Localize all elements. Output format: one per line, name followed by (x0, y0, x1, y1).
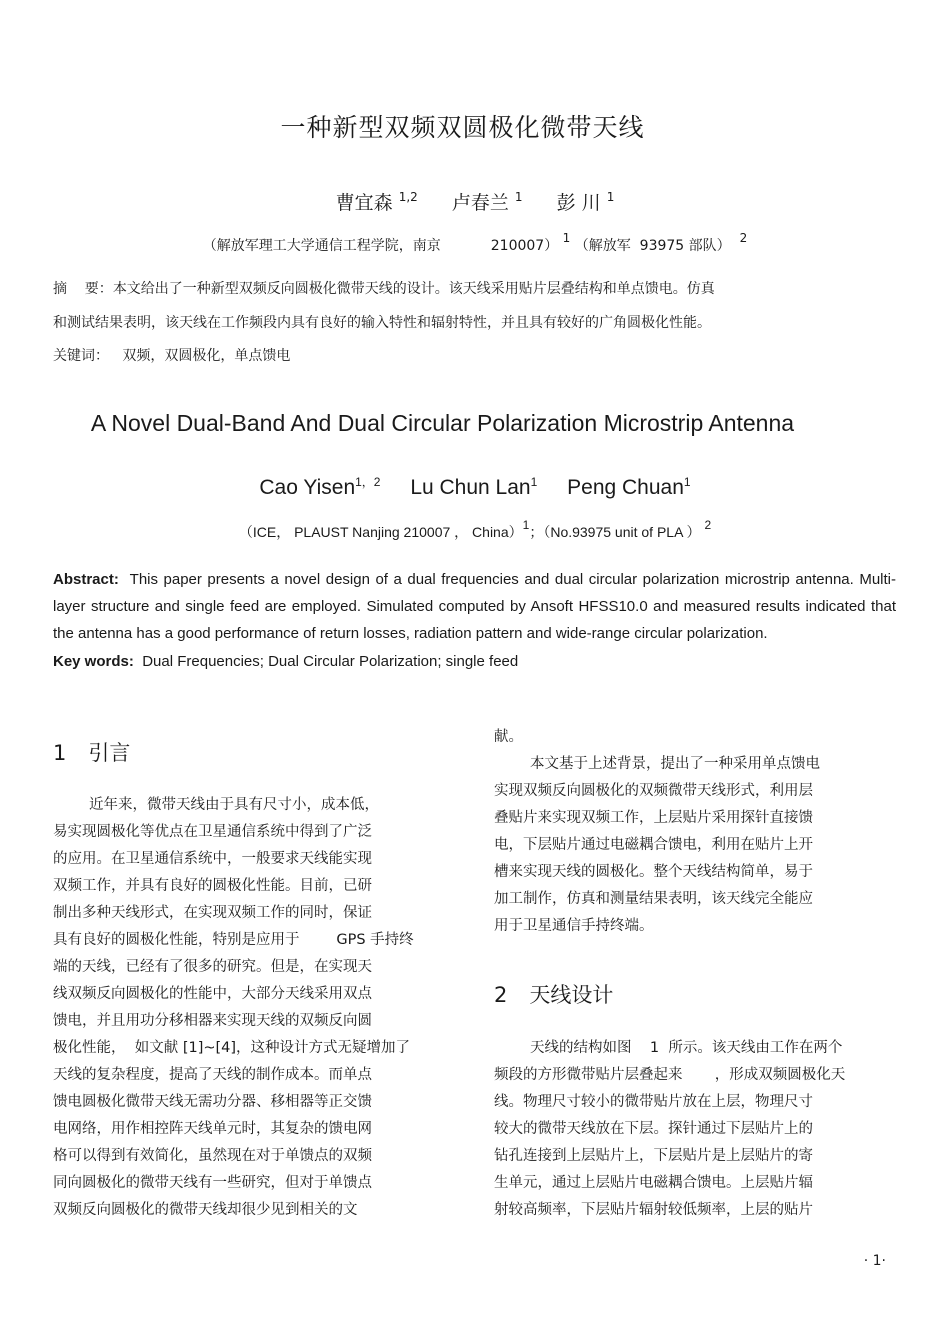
author-list-cn (0, 188, 950, 215)
paper-title-en: A Novel Dual-Band And Dual Circular Polarization Microstrip Antenna (90, 410, 795, 436)
abstract-label-en: Abstract: (53, 571, 119, 588)
page-number: · 1· (863, 1253, 886, 1269)
author-cn-2: 卢春兰 $^1$ (451, 190, 523, 214)
section-2-body: 天线的结构如图 1 所示。该天线由工作在两个 频段的方形微带贴片层叠起来 ，形成双频圆极化天 线。物理尺寸较小的微带贴片放在上层，物理尺寸 较大的微带天线放在下层。探针通过下层贴片上的 钻孔连接到上层贴片上，下层贴片是上层贴片的寄 生单元，通过上层贴片电磁耦合馈电。上层贴片辐 射较高频率，下层贴片辐射较低频率，上层的贴片 (494, 1040, 846, 1218)
section-heading-2: 2 天线设计 (494, 983, 614, 1007)
abstract-label-cn: 摘 要： (53, 281, 113, 297)
section-heading-1: 1 引言 (53, 741, 131, 765)
abstract-cn: 摘 要：本文给出了一种新型双频反向圆极化微带天线的设计。该天线采用贴片层叠结构和单点馈电。仿真 和测试结果表明，该天线在工作频段内具有良好的输入特性和辐射特性，并且具有较好的广角圆极化性能。 (53, 281, 715, 331)
section-1-body: 近年来，微带天线由于具有尺寸小，成本低， 易实现圆极化等优点在卫星通信系统中得到了广泛 的应用。在卫星通信系统中，一般要求天线能实现 双频工作，并具有良好的圆极化性能。目前，已研 制出多种天线形式，在实现双频工作的同时，保证 具有良好的圆极化性能，特别是应用于 GPS 手持终 端的天线，已经有了很多的研究。但是，在实现天 线双频反向圆极化的性能中，大部分天线采用双点 馈电，并且用功分移相器来实现天线的双频反向圆 极化性能， 如文献 [1]~[4]，这种设计方式无疑增加了 天线的复杂程度，提高了天线的制作成本。而单点 馈电圆极化微带天线无需功分器、移相器等正交馈 电网络，用作相控阵天线单元时，其复杂的馈电网 格可以得到有效简化，虽然现在对于单馈点的双频 同向圆极化的微带天线有一些研究，但对于单馈点 双频反向圆极化的微带天线却很少见到相关的文 (53, 797, 414, 1218)
abstract-en: Abstract: This paper presents a novel design of a dual frequencies and dual circular polarization microstrip antenna. Multi-layer structure and single feed are employed. Simulated computed by Ansoft HFSS10.0 and measured results indicated that the antenna has a good performance of return losses, radiation pattern and wide-range circular polarization. Key words: Dual Frequencies; Dual Circular Polarization; single feed (53, 571, 896, 670)
keywords-label-en: Key words: (53, 653, 134, 670)
paper-title-cn: 一种新型双频双圆极化微带天线 (280, 113, 645, 142)
author-cn-3: 彭 川 $^1$ (556, 190, 615, 214)
author-list-en (0, 476, 950, 500)
author-en-3: Peng Chuan$^1$ (567, 475, 691, 499)
right-column-intro: 献。 本文基于上述背景，提出了一种采用单点馈电 实现双频反向圆极化的双频微带天线形式，利用层 叠贴片来实现双频工作，上层贴片采用探针直接馈 电，下层贴片通过电磁耦合馈电，利用在贴片上开 槽来实现天线的圆极化。整个天线结构简单，易于 加工制作，仿真和测量结果表明，该天线完全能应 用于卫星通信手持终端。 (494, 729, 820, 934)
keywords-label-cn: 关键词： (53, 348, 109, 364)
affiliation-en: （ICE， PLAUST Nanjing 210007 ， China）$^1$；（No.93975 unit of PLA ） $^2$ (238, 518, 712, 540)
author-cn-1: 曹宜森 $^{1,2}$ (335, 190, 418, 214)
author-en-1: Cao Yisen$^{1,2}$ (259, 475, 381, 499)
affiliation-cn: （解放军理工大学通信工程学院，南京 210007） $^1$ （解放军 93975 部队） $^2$ (202, 231, 748, 254)
author-en-2: Lu Chun Lan$^1$ (410, 475, 538, 499)
keywords-cn: 关键词： 双频，双圆极化，单点馈电 (53, 348, 291, 364)
